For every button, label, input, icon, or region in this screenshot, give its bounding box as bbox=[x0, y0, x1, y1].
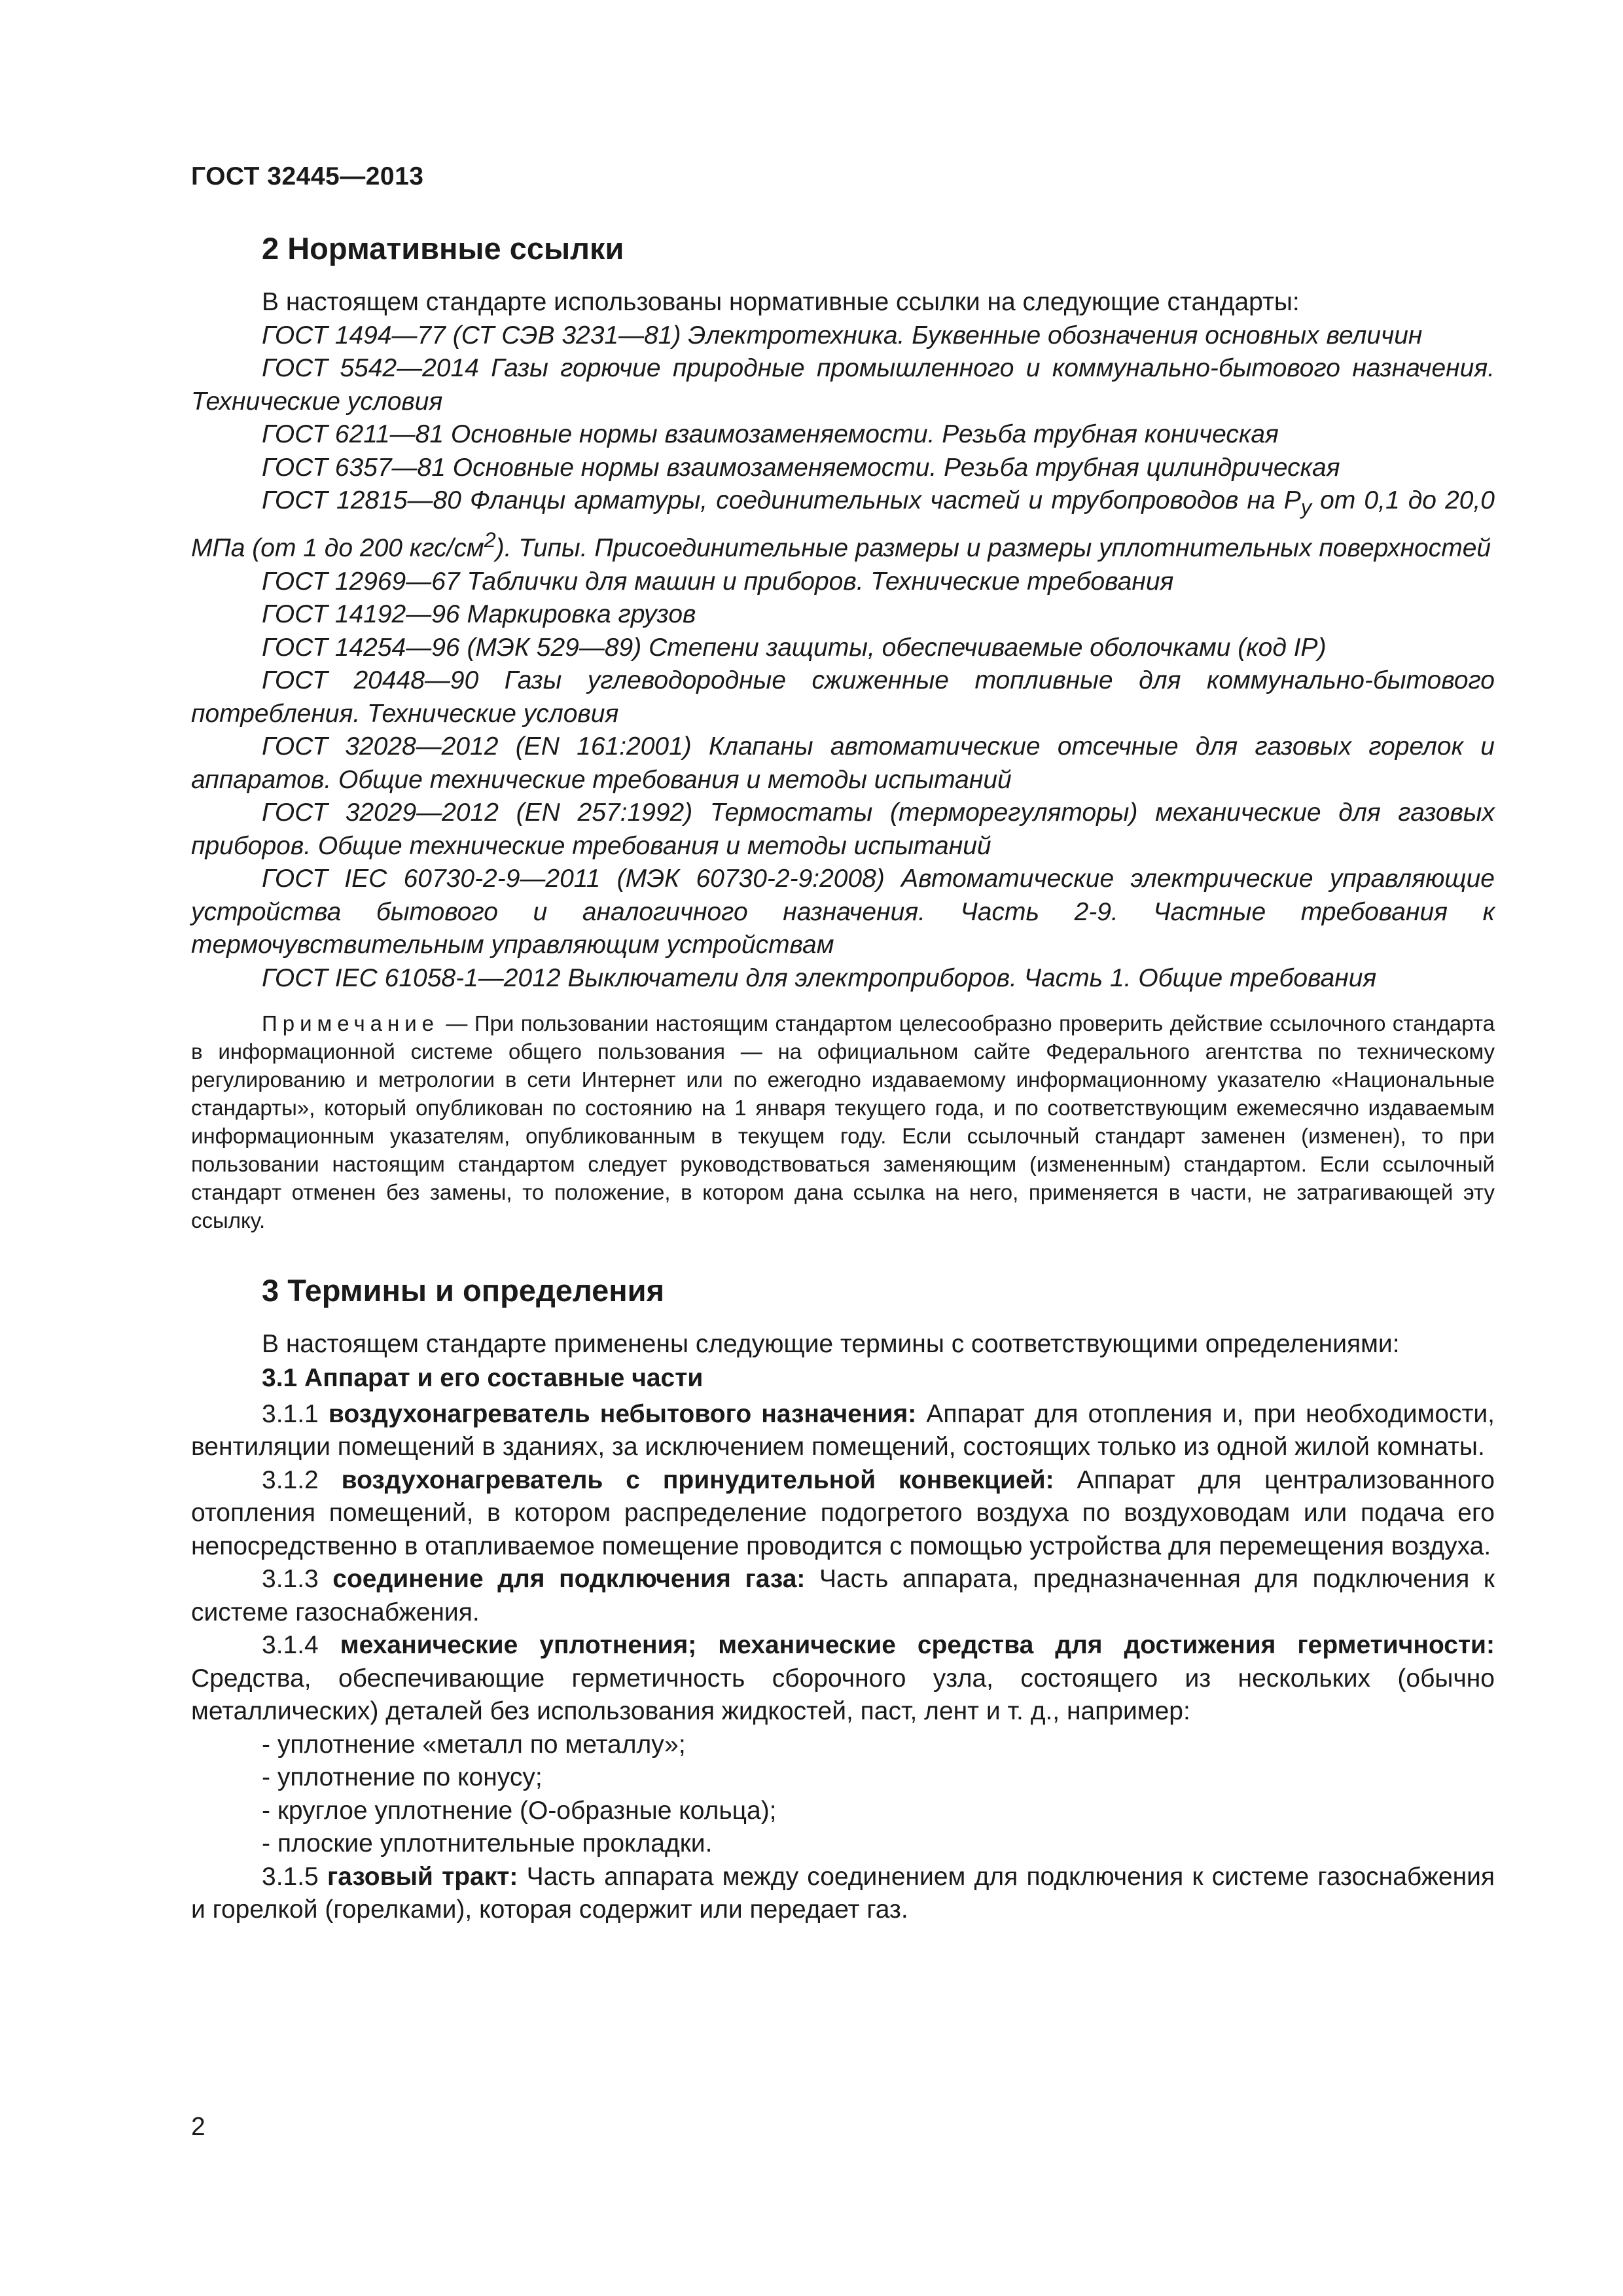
list-item: - уплотнение «металл по металлу»; bbox=[262, 1730, 686, 1759]
normative-reference: ГОСТ 14254—96 (МЭК 529—89) Степени защиты, обеспечиваемые оболочками (код IP) bbox=[262, 633, 1327, 662]
term-text: Часть аппарата между соединением для подключения к системе газоснабжения и горелкой (горелками), которая содержит или передает газ. bbox=[191, 1862, 1495, 1924]
normative-reference: ГОСТ IEC 61058-1—2012 Выключатели для электроприборов. Часть 1. Общие требования bbox=[262, 963, 1377, 992]
term-number: 3.1.5 bbox=[262, 1862, 327, 1891]
normative-reference: ГОСТ IEC 60730-2-9—2011 (МЭК 60730-2-9:2008) Автоматические электрические управляющие устройства бытового и аналогичного назначения. Часть 2-9. Частные требования к термочувствительным управляющим устройствам bbox=[191, 865, 1495, 960]
term-name: воздухонагреватель небытового назначения: bbox=[328, 1399, 917, 1428]
document-header: ГОСТ 32445—2013 bbox=[191, 162, 424, 190]
term-text: Аппарат для отопления и, при необходимости, вентиляции помещений в зданиях, за исключением помещений, состоящих только из одной жилой комнаты. bbox=[191, 1399, 1495, 1462]
list-item: - круглое уплотнение (О-образные кольца); bbox=[262, 1796, 777, 1825]
term-name: механические уплотнения; механические средства для достижения герметичности: bbox=[340, 1631, 1495, 1660]
term-definition bbox=[191, 1464, 1495, 1564]
normative-reference: ГОСТ 1494—77 (СТ СЭВ 3231—81) Электротехника. Буквенные обозначения основных величин bbox=[262, 321, 1423, 350]
note-text: — При пользовании настоящим стандартом целесообразно проверить действие ссылочного стандарта в информационной системе общего пользования — на официальном сайте Федерального агентства по техническому регулированию и метрологии в сети Интернет или по ежегодно издаваемому информационному указателю «Национальные стандарты», который опубликован по состоянию на 1 января текущего года, и по соответствующим ежемесячно издаваемым информационным указателям, опубликованным в текущем году. Если ссылочный стандарт заменен (изменен), то при пользовании настоящим стандартом следует руководствоваться заменяющим (измененным) стандартом. Если ссылочный стандарт отменен без замены, то положение, в котором дана ссылка на него, применяется в части, не затрагивающей эту ссылку. bbox=[191, 1011, 1495, 1233]
list-item: - плоские уплотнительные прокладки. bbox=[262, 1829, 713, 1858]
page-number: 2 bbox=[191, 2113, 205, 2141]
term-definition bbox=[191, 1398, 1495, 1464]
section-3-title: 3 Термины и определения bbox=[262, 1273, 664, 1308]
section-2-intro: В настоящем стандарте использованы нормативные ссылки на следующие стандарты: bbox=[262, 288, 1300, 316]
normative-reference bbox=[191, 484, 1495, 565]
normative-reference: ГОСТ 32029—2012 (EN 257:1992) Термостаты (терморегуляторы) механические для газовых приборов. Общие технические требования и методы испытаний bbox=[191, 798, 1495, 860]
normative-reference: ГОСТ 12969—67 Таблички для машин и приборов. Технические требования bbox=[262, 567, 1174, 596]
note-label: Примечание bbox=[262, 1011, 440, 1036]
subsection-3-1-title: 3.1 Аппарат и его составные части bbox=[262, 1363, 704, 1392]
normative-reference: ГОСТ 5542—2014 Газы горючие природные промышленного и коммунально-бытового назначения. Технические условия bbox=[191, 354, 1495, 416]
normative-reference: ГОСТ 20448—90 Газы углеводородные сжиженные топливные для коммунально-бытового потребления. Технические условия bbox=[191, 666, 1495, 728]
ref-superscript: 2 bbox=[484, 528, 496, 552]
normative-reference: ГОСТ 14192—96 Маркировка грузов bbox=[262, 600, 696, 629]
term-text: Аппарат для централизованного отопления помещений, в котором распределение подогретого воздуха по воздуховодам или подача его непосредственно в отапливаемое помещение проводится с помощью устройства для перемещения воздуха. bbox=[191, 1465, 1495, 1560]
term-definition bbox=[191, 1861, 1495, 1927]
normative-reference: ГОСТ 6211—81 Основные нормы взаимозаменяемости. Резьба трубная коническая bbox=[262, 420, 1279, 448]
term-text: Часть аппарата, предназначенная для подключения к системе газоснабжения. bbox=[191, 1565, 1495, 1626]
term-number: 3.1.2 bbox=[262, 1465, 342, 1494]
ref-subscript: y bbox=[1300, 495, 1312, 519]
term-number: 3.1.1 bbox=[262, 1399, 329, 1428]
ref-text: от 0,1 до 20,0 МПа (от 1 до 200 кгс/см bbox=[191, 486, 1495, 563]
term-definition bbox=[191, 1563, 1495, 1629]
normative-reference: ГОСТ 6357—81 Основные нормы взаимозаменяемости. Резьба трубная цилиндрическая bbox=[262, 453, 1340, 482]
term-name: соединение для подключения газа: bbox=[332, 1565, 806, 1594]
document-body bbox=[191, 223, 1495, 1927]
list-item: - уплотнение по конусу; bbox=[262, 1763, 543, 1792]
ref-text: ГОСТ 12815—80 Фланцы арматуры, соединительных частей и трубопроводов на P bbox=[262, 486, 1301, 514]
term-name: воздухонагреватель с принудительной конвекцией: bbox=[341, 1465, 1054, 1494]
note-paragraph bbox=[191, 1009, 1495, 1234]
section-2-title: 2 Нормативные ссылки bbox=[262, 231, 624, 266]
section-3-intro: В настоящем стандарте применены следующие термины с соответствующими определениями: bbox=[262, 1330, 1400, 1359]
term-number: 3.1.3 bbox=[262, 1565, 333, 1594]
normative-reference: ГОСТ 32028—2012 (EN 161:2001) Клапаны автоматические отсечные для газовых горелок и аппаратов. Общие технические требования и методы испытаний bbox=[191, 732, 1495, 794]
ref-text: ). Типы. Присоединительные размеры и размеры уплотнительных поверхностей bbox=[495, 534, 1491, 563]
term-name: газовый тракт: bbox=[327, 1862, 518, 1891]
term-definition bbox=[191, 1629, 1495, 1729]
term-number: 3.1.4 bbox=[262, 1631, 340, 1660]
term-text: Средства, обеспечивающие герметичность сборочного узла, состоящего из нескольких (обычно металлических) деталей без использования жидкостей, паст, лент и т. д., например: bbox=[191, 1664, 1495, 1726]
